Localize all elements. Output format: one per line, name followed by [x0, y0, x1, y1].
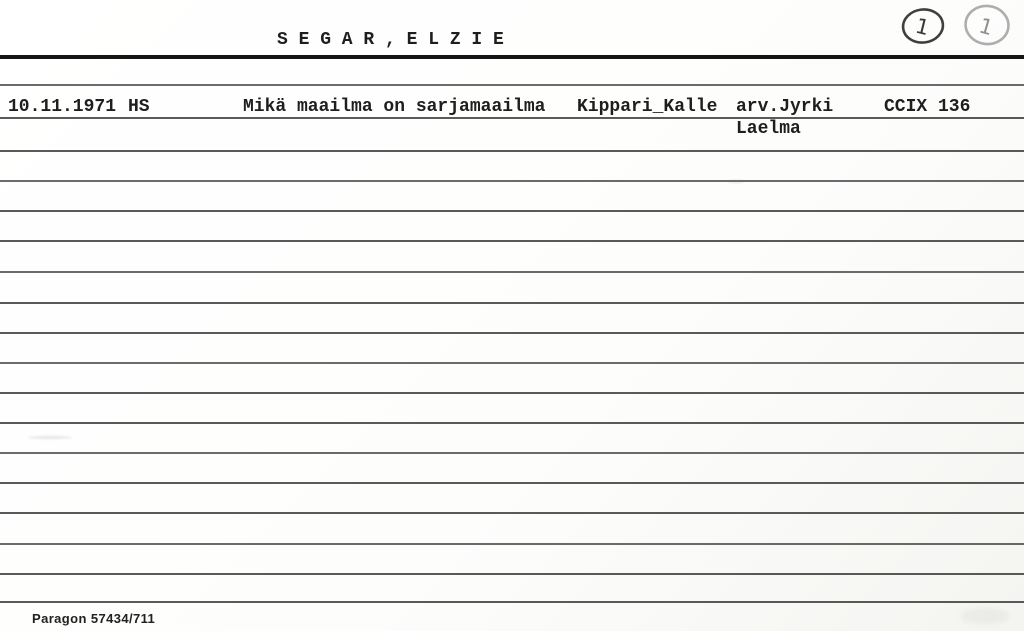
scan-smudge: [960, 608, 1010, 624]
card-stock-label: Paragon 57434/711: [32, 611, 156, 626]
entry-source-abbr: HS: [128, 97, 150, 117]
scan-smudge: [728, 180, 744, 183]
ruled-line: [0, 512, 1024, 514]
ruled-line: [0, 271, 1024, 273]
entry-date: 10.11.1971: [8, 97, 117, 117]
ruled-line: [0, 180, 1024, 182]
entry-subject: Kippari_Kalle: [577, 97, 718, 117]
ruled-line: [0, 482, 1024, 484]
ruled-line: [0, 240, 1024, 242]
entry-reference-code: CCIX 136: [884, 97, 971, 117]
ruled-line: [0, 392, 1024, 394]
ruled-line: [0, 573, 1024, 575]
ruled-line: [0, 601, 1024, 603]
ruled-line: [0, 117, 1024, 119]
ruled-line: [0, 210, 1024, 212]
ruled-line: [0, 362, 1024, 364]
ruled-line: [0, 422, 1024, 424]
card-header-title: S E G A R , E L Z I E: [277, 30, 504, 50]
entry-reviewer-first-line: arv.Jyrki: [736, 97, 834, 117]
handwritten-circle-annotation-1: [899, 5, 947, 47]
ruled-line: [0, 332, 1024, 334]
scan-smudge: [28, 436, 72, 439]
entry-reviewer-second-line: Laelma: [736, 119, 801, 139]
ruled-line: [0, 452, 1024, 454]
ruled-line: [0, 302, 1024, 304]
handwritten-circle-annotation-2: [961, 2, 1013, 48]
circled-number: 1: [976, 13, 996, 41]
ruled-line: [0, 543, 1024, 545]
ruled-line: [0, 84, 1024, 86]
ruled-line: [0, 150, 1024, 152]
circled-number: 1: [913, 13, 932, 41]
entry-article-title: Mikä maailma on sarjamaailma: [243, 97, 546, 117]
header-thick-rule: [0, 55, 1024, 59]
